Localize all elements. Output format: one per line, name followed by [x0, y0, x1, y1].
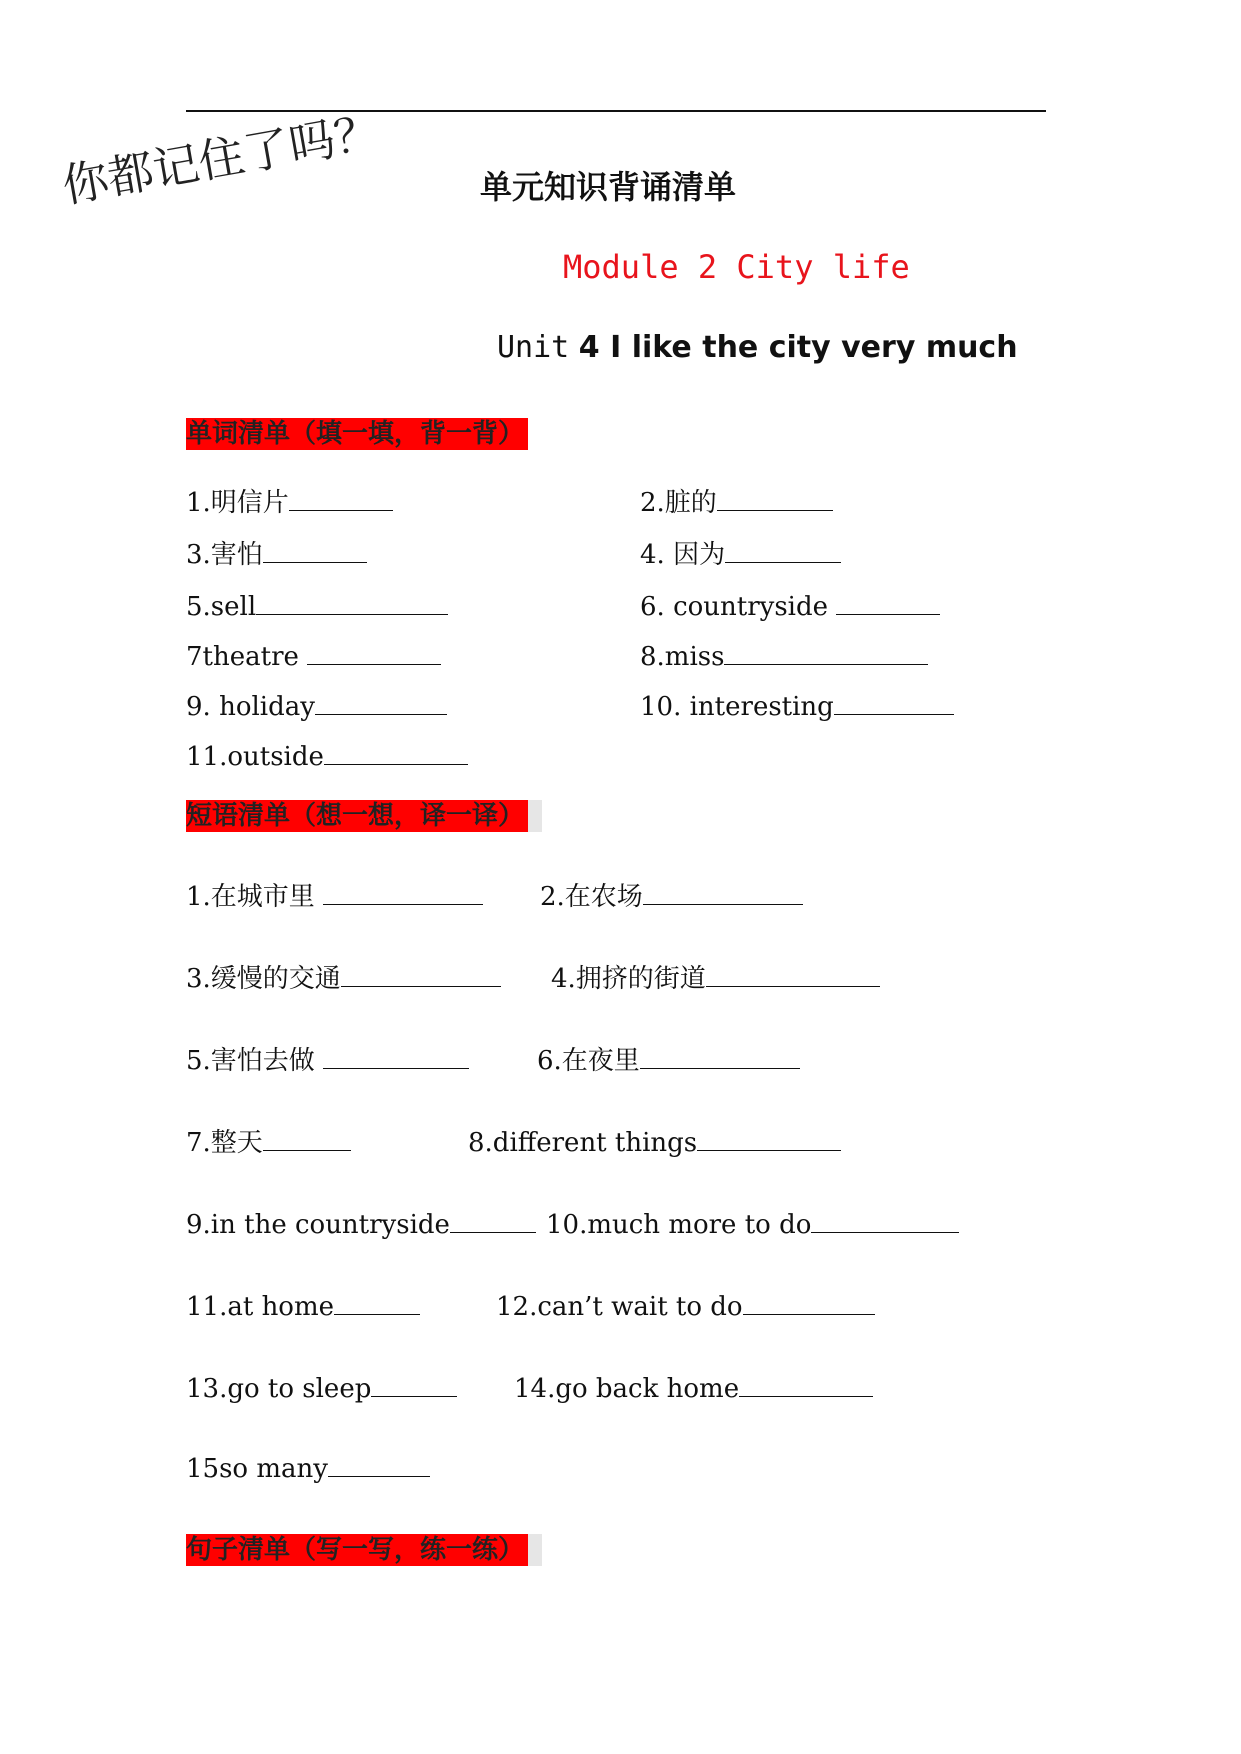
unit-prefix: Unit [497, 330, 570, 365]
handwritten-note: 你都记住了吗？ [58, 103, 385, 214]
phrase-item [546, 1210, 959, 1240]
module-title: Module 2 City life [563, 248, 910, 286]
phrase-label: 5.害怕去做 [186, 1046, 324, 1076]
answer-blank[interactable] [315, 692, 447, 715]
phrases-section-heading: 短语清单（想一想，译一译） [186, 800, 542, 832]
answer-blank[interactable] [697, 1128, 841, 1151]
answer-blank[interactable] [341, 964, 501, 987]
answer-blank[interactable] [643, 882, 803, 905]
word-item [186, 540, 367, 570]
answer-blank[interactable] [323, 882, 483, 905]
phrase-label: 10.much more to do [546, 1210, 812, 1240]
answer-blank[interactable] [836, 592, 940, 615]
answer-blank[interactable] [725, 540, 841, 563]
phrase-label: 8.different things [468, 1128, 698, 1158]
answer-blank[interactable] [328, 1454, 430, 1477]
answer-blank[interactable] [371, 1374, 457, 1397]
word-item [186, 692, 447, 722]
phrase-label: 3.缓慢的交通 [186, 964, 341, 994]
phrase-label: 6.在夜里 [537, 1046, 640, 1076]
word-item [186, 592, 448, 622]
word-item [640, 642, 928, 672]
word-label: 3.害怕 [186, 540, 263, 570]
words-section-heading: 单词清单（填一填，背一背） [186, 418, 528, 450]
word-label: 11.outside [186, 742, 324, 772]
phrase-label: 15so many [186, 1454, 328, 1484]
word-item [186, 642, 441, 672]
answer-blank[interactable] [334, 1292, 420, 1315]
answer-blank[interactable] [811, 1210, 959, 1233]
word-label: 1.明信片 [186, 488, 289, 518]
phrase-item [186, 1046, 469, 1076]
answer-blank[interactable] [717, 488, 833, 511]
answer-blank[interactable] [323, 1046, 469, 1069]
answer-blank[interactable] [739, 1374, 873, 1397]
answer-blank[interactable] [263, 540, 367, 563]
phrase-item [186, 882, 483, 912]
phrase-label: 1.在城市里 [186, 882, 324, 912]
answer-blank[interactable] [324, 742, 468, 765]
word-item [186, 488, 393, 518]
phrase-item [186, 1210, 536, 1240]
word-item [640, 540, 841, 570]
answer-blank[interactable] [706, 964, 880, 987]
word-label: 8.miss [640, 642, 725, 672]
sentences-section-heading: 句子清单（写一写，练一练） [186, 1534, 542, 1566]
word-item [640, 692, 954, 722]
word-label: 6. countryside [640, 592, 837, 622]
answer-blank[interactable] [307, 642, 441, 665]
phrase-label: 2.在农场 [540, 882, 643, 912]
answer-blank[interactable] [256, 592, 448, 615]
phrase-item [186, 1128, 351, 1158]
phrase-item [514, 1374, 873, 1404]
phrase-label: 9.in the countryside [186, 1210, 450, 1240]
word-label: 5.sell [186, 592, 257, 622]
answer-blank[interactable] [289, 488, 393, 511]
word-label: 4. 因为 [640, 540, 726, 570]
document-title: 单元知识背诵清单 [480, 168, 737, 206]
phrase-label: 12.can’t wait to do [496, 1292, 743, 1322]
phrase-label: 4.拥挤的街道 [551, 964, 706, 994]
word-item [186, 742, 468, 772]
word-label: 10. interesting [640, 692, 834, 722]
unit-name: 4 I like the city very much [578, 330, 1018, 365]
phrase-item [468, 1128, 841, 1158]
phrase-label: 7.整天 [186, 1128, 263, 1158]
phrase-label: 13.go to sleep [186, 1374, 372, 1404]
phrase-item [186, 964, 501, 994]
word-label: 7theatre [186, 642, 308, 672]
phrase-item [496, 1292, 875, 1322]
answer-blank[interactable] [640, 1046, 800, 1069]
phrase-item [540, 882, 803, 912]
word-item [640, 488, 833, 518]
phrase-item [186, 1454, 430, 1484]
word-label: 2.脏的 [640, 488, 717, 518]
phrase-item [551, 964, 880, 994]
answer-blank[interactable] [450, 1210, 536, 1233]
unit-title [497, 330, 1018, 365]
word-label: 9. holiday [186, 692, 315, 722]
phrase-item [186, 1292, 420, 1322]
phrase-label: 14.go back home [514, 1374, 740, 1404]
answer-blank[interactable] [743, 1292, 875, 1315]
phrase-item [537, 1046, 800, 1076]
answer-blank[interactable] [263, 1128, 351, 1151]
word-item [640, 592, 940, 622]
answer-blank[interactable] [834, 692, 954, 715]
phrase-label: 11.at home [186, 1292, 335, 1322]
phrase-item [186, 1374, 457, 1404]
answer-blank[interactable] [724, 642, 928, 665]
